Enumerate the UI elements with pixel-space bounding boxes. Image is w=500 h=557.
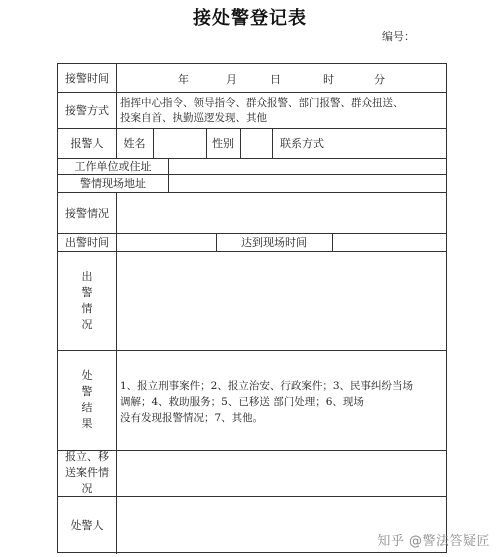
page-title: 接处警登记表 (193, 8, 307, 29)
zhihu-watermark: 知乎 @警法答疑匠 (377, 534, 490, 549)
reporter-name-label: 姓名 (123, 137, 146, 150)
receive-method-label: 接警方式 (65, 104, 109, 117)
hour-label: 时 (323, 73, 334, 86)
workplace-label: 工作单位或住址 (74, 160, 152, 173)
dispatch-situation-label: 出 警 情 况 (81, 269, 93, 331)
transfer-case-label: 报立、移 送案件情 况 (65, 450, 109, 495)
result-options-line1: 1、报立刑事案件；2、报立治安、行政案件；3、民事纠纷当场 (120, 380, 414, 392)
result-label: 处 警 结 果 (81, 369, 93, 430)
arrival-time-label: 达到现场时间 (241, 236, 307, 249)
scene-address-label: 警情现场地址 (80, 177, 146, 190)
registration-table (57, 63, 447, 553)
officer-label: 处警人 (70, 519, 104, 532)
serial-number-label: 编号： (382, 30, 415, 43)
day-label: 日 (270, 73, 281, 86)
receive-method-options-line1: 指挥中心指令、领导指令、群众报警、部门报警、群众扭送、 (120, 97, 404, 109)
receive-time-label: 接警时间 (65, 72, 109, 85)
year-label: 年 (178, 73, 189, 86)
month-label: 月 (226, 73, 237, 86)
dispatch-time-label: 出警时间 (65, 236, 109, 249)
receive-method-options-line2: 投案自首、执勤巡逻发现、其他 (120, 112, 267, 124)
result-options-line2: 调解；4、救助服务；5、已移送 部门处理；6、现场 (120, 396, 364, 408)
reporter-contact-label: 联系方式 (280, 137, 324, 150)
minute-label: 分 (374, 73, 385, 86)
result-options-line3: 没有发现报警情况；7、其他。 (120, 412, 264, 424)
situation-label: 接警情况 (65, 206, 109, 220)
reporter-label: 报警人 (70, 137, 104, 150)
reporter-gender-label: 性别 (212, 137, 234, 150)
